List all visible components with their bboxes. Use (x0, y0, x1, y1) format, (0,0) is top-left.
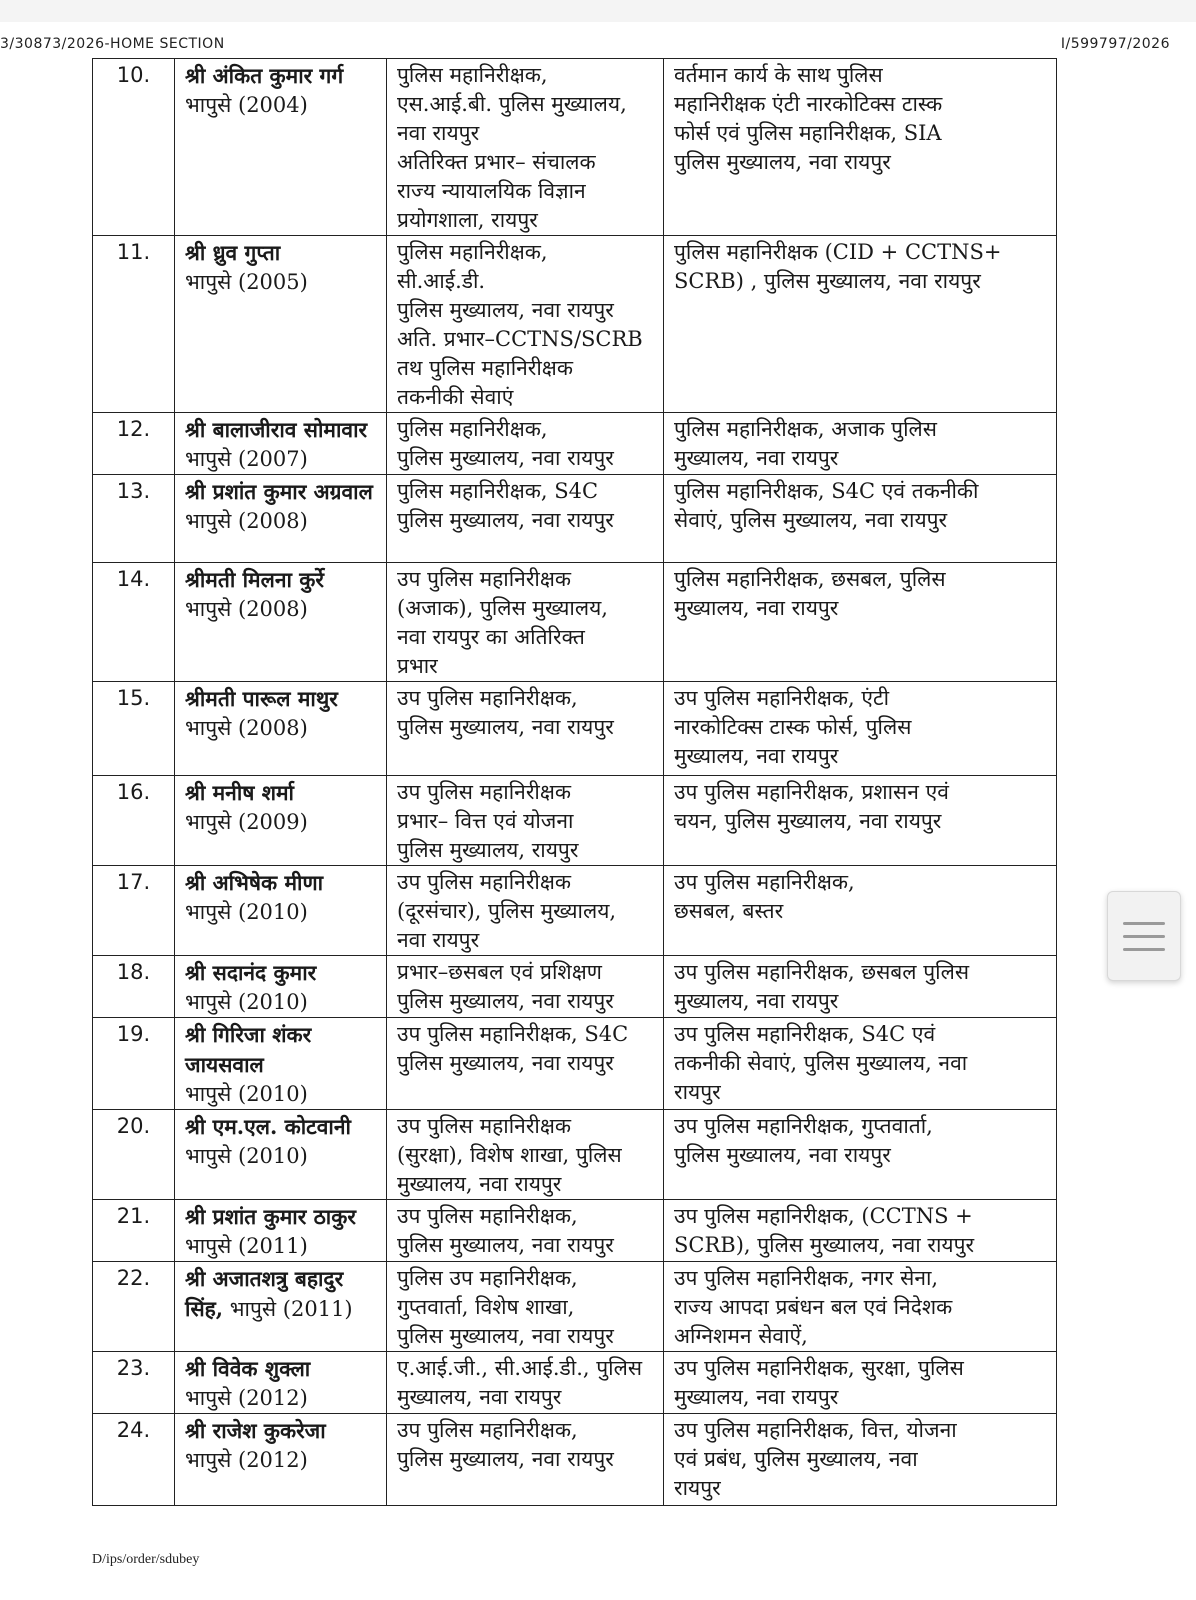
service-batch: भापुसे (2010) (185, 900, 308, 924)
service-batch: भापुसे (2007) (185, 447, 308, 471)
current-posting: पुलिस महानिरीक्षक, S4C पुलिस मुख्यालय, नवा रायपुर (387, 475, 664, 563)
table-row (93, 475, 1057, 563)
service-batch: भापुसे (2010) (185, 990, 308, 1014)
officer-name: श्री विवेक शुक्ला (185, 1356, 311, 1381)
viewer-top-bar (0, 0, 1196, 22)
officer-name: श्री एम.एल. कोटवानी (185, 1114, 351, 1139)
current-posting: उप पुलिस महानिरीक्षक (सुरक्षा), विशेष शाखा, पुलिस मुख्यालय, नवा रायपुर (387, 1110, 664, 1200)
service-batch: भापुसे (2011) (185, 1234, 308, 1258)
serial-number: 20. (93, 1110, 175, 1200)
current-posting: पुलिस महानिरीक्षक, एस.आई.बी. पुलिस मुख्यालय, नवा रायपुर अतिरिक्त प्रभार– संचालक राज्य न्यायालयिक विज्ञान प्रयोगशाला, रायपुर (387, 59, 664, 236)
serial-number: 18. (93, 956, 175, 1018)
new-posting: वर्तमान कार्य के साथ पुलिस महानिरीक्षक एंटी नारकोटिक्स टास्क फोर्स एवं पुलिस महानिरीक्षक, SIA पुलिस मुख्यालय, नवा रायपुर (664, 59, 1057, 236)
officer-cell (175, 1414, 387, 1506)
officer-name: श्री सदानंद कुमार (185, 960, 317, 985)
officer-cell (175, 1110, 387, 1200)
serial-number: 19. (93, 1018, 175, 1110)
file-reference-left: 3/30873/2026-HOME SECTION (0, 36, 225, 52)
serial-number: 23. (93, 1352, 175, 1414)
table-row (93, 866, 1057, 956)
new-posting: उप पुलिस महानिरीक्षक, वित्त, योजना एवं प्रबंध, पुलिस मुख्यालय, नवा रायपुर (664, 1414, 1057, 1506)
officer-cell (175, 1200, 387, 1262)
table-body (93, 59, 1057, 1506)
table-row (93, 413, 1057, 475)
hamburger-menu-icon[interactable] (1107, 891, 1181, 981)
new-posting: पुलिस महानिरीक्षक (CID + CCTNS+ SCRB) , पुलिस मुख्यालय, नवा रायपुर (664, 236, 1057, 413)
service-batch: भापुसे (2012) (185, 1448, 308, 1472)
officer-cell (175, 59, 387, 236)
officer-cell (175, 776, 387, 866)
current-posting: उप पुलिस महानिरीक्षक प्रभार– वित्त एवं योजना पुलिस मुख्यालय, रायपुर (387, 776, 664, 866)
serial-number: 14. (93, 563, 175, 682)
officer-cell (175, 1262, 387, 1352)
officer-name: श्री अभिषेक मीणा (185, 870, 324, 895)
officer-name: श्री बालाजीराव सोमावार (185, 417, 368, 442)
table-row (93, 682, 1057, 776)
officer-name: श्रीमती मिलना कुर्रे (185, 567, 324, 592)
officer-name: श्री प्रशांत कुमार ठाकुर (185, 1204, 356, 1229)
service-batch: भापुसे (2012) (185, 1386, 308, 1410)
table-row (93, 1110, 1057, 1200)
officer-name: श्री अजातशत्रु बहादुर सिंह, (185, 1266, 344, 1321)
officer-name: श्री प्रशांत कुमार अग्रवाल (185, 479, 373, 504)
serial-number: 22. (93, 1262, 175, 1352)
current-posting: उप पुलिस महानिरीक्षक (अजाक), पुलिस मुख्यालय, नवा रायपुर का अतिरिक्त प्रभार (387, 563, 664, 682)
serial-number: 24. (93, 1414, 175, 1506)
table-row (93, 1262, 1057, 1352)
menu-line (1123, 922, 1165, 925)
serial-number: 12. (93, 413, 175, 475)
transfer-order-table (92, 58, 1057, 1506)
officer-name: श्रीमती पारूल माथुर (185, 686, 338, 711)
table-row (93, 956, 1057, 1018)
serial-number: 16. (93, 776, 175, 866)
document-footer-path: D/ips/order/sdubey (92, 1552, 200, 1567)
service-batch: भापुसे (2010) (185, 1144, 308, 1168)
table-row (93, 563, 1057, 682)
table-row (93, 776, 1057, 866)
current-posting: उप पुलिस महानिरीक्षक, S4C पुलिस मुख्यालय, नवा रायपुर (387, 1018, 664, 1110)
new-posting: उप पुलिस महानिरीक्षक, नगर सेना, राज्य आपदा प्रबंधन बल एवं निदेशक अग्निशमन सेवाऐं, (664, 1262, 1057, 1352)
officer-cell (175, 475, 387, 563)
new-posting: पुलिस महानिरीक्षक, अजाक पुलिस मुख्यालय, नवा रायपुर (664, 413, 1057, 475)
current-posting: प्रभार–छसबल एवं प्रशिक्षण पुलिस मुख्यालय, नवा रायपुर (387, 956, 664, 1018)
current-posting: उप पुलिस महानिरीक्षक, पुलिस मुख्यालय, नवा रायपुर (387, 1200, 664, 1262)
officer-cell (175, 236, 387, 413)
current-posting: उप पुलिस महानिरीक्षक, पुलिस मुख्यालय, नवा रायपुर (387, 1414, 664, 1506)
table-row (93, 236, 1057, 413)
officer-cell (175, 563, 387, 682)
officer-name: श्री गिरिजा शंकर जायसवाल (185, 1022, 312, 1077)
new-posting: उप पुलिस महानिरीक्षक, सुरक्षा, पुलिस मुख्यालय, नवा रायपुर (664, 1352, 1057, 1414)
service-batch: भापुसे (2004) (185, 93, 308, 117)
table-row (93, 1200, 1057, 1262)
current-posting: पुलिस महानिरीक्षक, सी.आई.डी. पुलिस मुख्यालय, नवा रायपुर अति. प्रभार–CCTNS/SCRB तथ पुलिस महानिरीक्षक तकनीकी सेवाएं (387, 236, 664, 413)
current-posting: ए.आई.जी., सी.आई.डी., पुलिस मुख्यालय, नवा रायपुर (387, 1352, 664, 1414)
new-posting: पुलिस महानिरीक्षक, छसबल, पुलिस मुख्यालय, नवा रायपुर (664, 563, 1057, 682)
serial-number: 17. (93, 866, 175, 956)
menu-line (1123, 935, 1165, 938)
serial-number: 21. (93, 1200, 175, 1262)
serial-number: 10. (93, 59, 175, 236)
officer-cell (175, 413, 387, 475)
new-posting: उप पुलिस महानिरीक्षक, एंटी नारकोटिक्स टास्क फोर्स, पुलिस मुख्यालय, नवा रायपुर (664, 682, 1057, 776)
table-row (93, 1414, 1057, 1506)
new-posting: उप पुलिस महानिरीक्षक, गुप्तवार्ता, पुलिस मुख्यालय, नवा रायपुर (664, 1110, 1057, 1200)
new-posting: उप पुलिस महानिरीक्षक, प्रशासन एवं चयन, पुलिस मुख्यालय, नवा रायपुर (664, 776, 1057, 866)
service-batch: भापुसे (2009) (185, 810, 308, 834)
serial-number: 15. (93, 682, 175, 776)
service-batch: भापुसे (2008) (185, 509, 308, 533)
current-posting: पुलिस महानिरीक्षक, पुलिस मुख्यालय, नवा रायपुर (387, 413, 664, 475)
officer-cell (175, 1352, 387, 1414)
serial-number: 13. (93, 475, 175, 563)
officer-name: श्री राजेश कुकरेजा (185, 1418, 326, 1443)
table-row (93, 1018, 1057, 1110)
serial-number: 11. (93, 236, 175, 413)
current-posting: उप पुलिस महानिरीक्षक, पुलिस मुख्यालय, नवा रायपुर (387, 682, 664, 776)
new-posting: उप पुलिस महानिरीक्षक, (CCTNS + SCRB), पुलिस मुख्यालय, नवा रायपुर (664, 1200, 1057, 1262)
file-reference-right: I/599797/2026 (1060, 36, 1170, 52)
service-batch: भापुसे (2005) (185, 270, 308, 294)
new-posting: उप पुलिस महानिरीक्षक, छसबल, बस्तर (664, 866, 1057, 956)
current-posting: पुलिस उप महानिरीक्षक, गुप्तवार्ता, विशेष शाखा, पुलिस मुख्यालय, नवा रायपुर (387, 1262, 664, 1352)
current-posting: उप पुलिस महानिरीक्षक (दूरसंचार), पुलिस मुख्यालय, नवा रायपुर (387, 866, 664, 956)
officer-name: श्री ध्रुव गुप्ता (185, 240, 281, 265)
new-posting: उप पुलिस महानिरीक्षक, S4C एवं तकनीकी सेवाएं, पुलिस मुख्यालय, नवा रायपुर (664, 1018, 1057, 1110)
new-posting: उप पुलिस महानिरीक्षक, छसबल पुलिस मुख्यालय, नवा रायपुर (664, 956, 1057, 1018)
service-batch: भापुसे (2008) (185, 597, 308, 621)
menu-line (1123, 948, 1165, 951)
officer-cell (175, 956, 387, 1018)
new-posting: पुलिस महानिरीक्षक, S4C एवं तकनीकी सेवाएं, पुलिस मुख्यालय, नवा रायपुर (664, 475, 1057, 563)
officer-name: श्री मनीष शर्मा (185, 780, 294, 805)
officer-name: श्री अंकित कुमार गर्ग (185, 63, 344, 88)
officer-cell (175, 682, 387, 776)
service-batch: भापुसे (2010) (185, 1082, 308, 1106)
officer-cell (175, 866, 387, 956)
table-row (93, 59, 1057, 236)
service-batch: भापुसे (2011) (229, 1297, 353, 1321)
table-row (93, 1352, 1057, 1414)
officer-cell (175, 1018, 387, 1110)
service-batch: भापुसे (2008) (185, 716, 308, 740)
